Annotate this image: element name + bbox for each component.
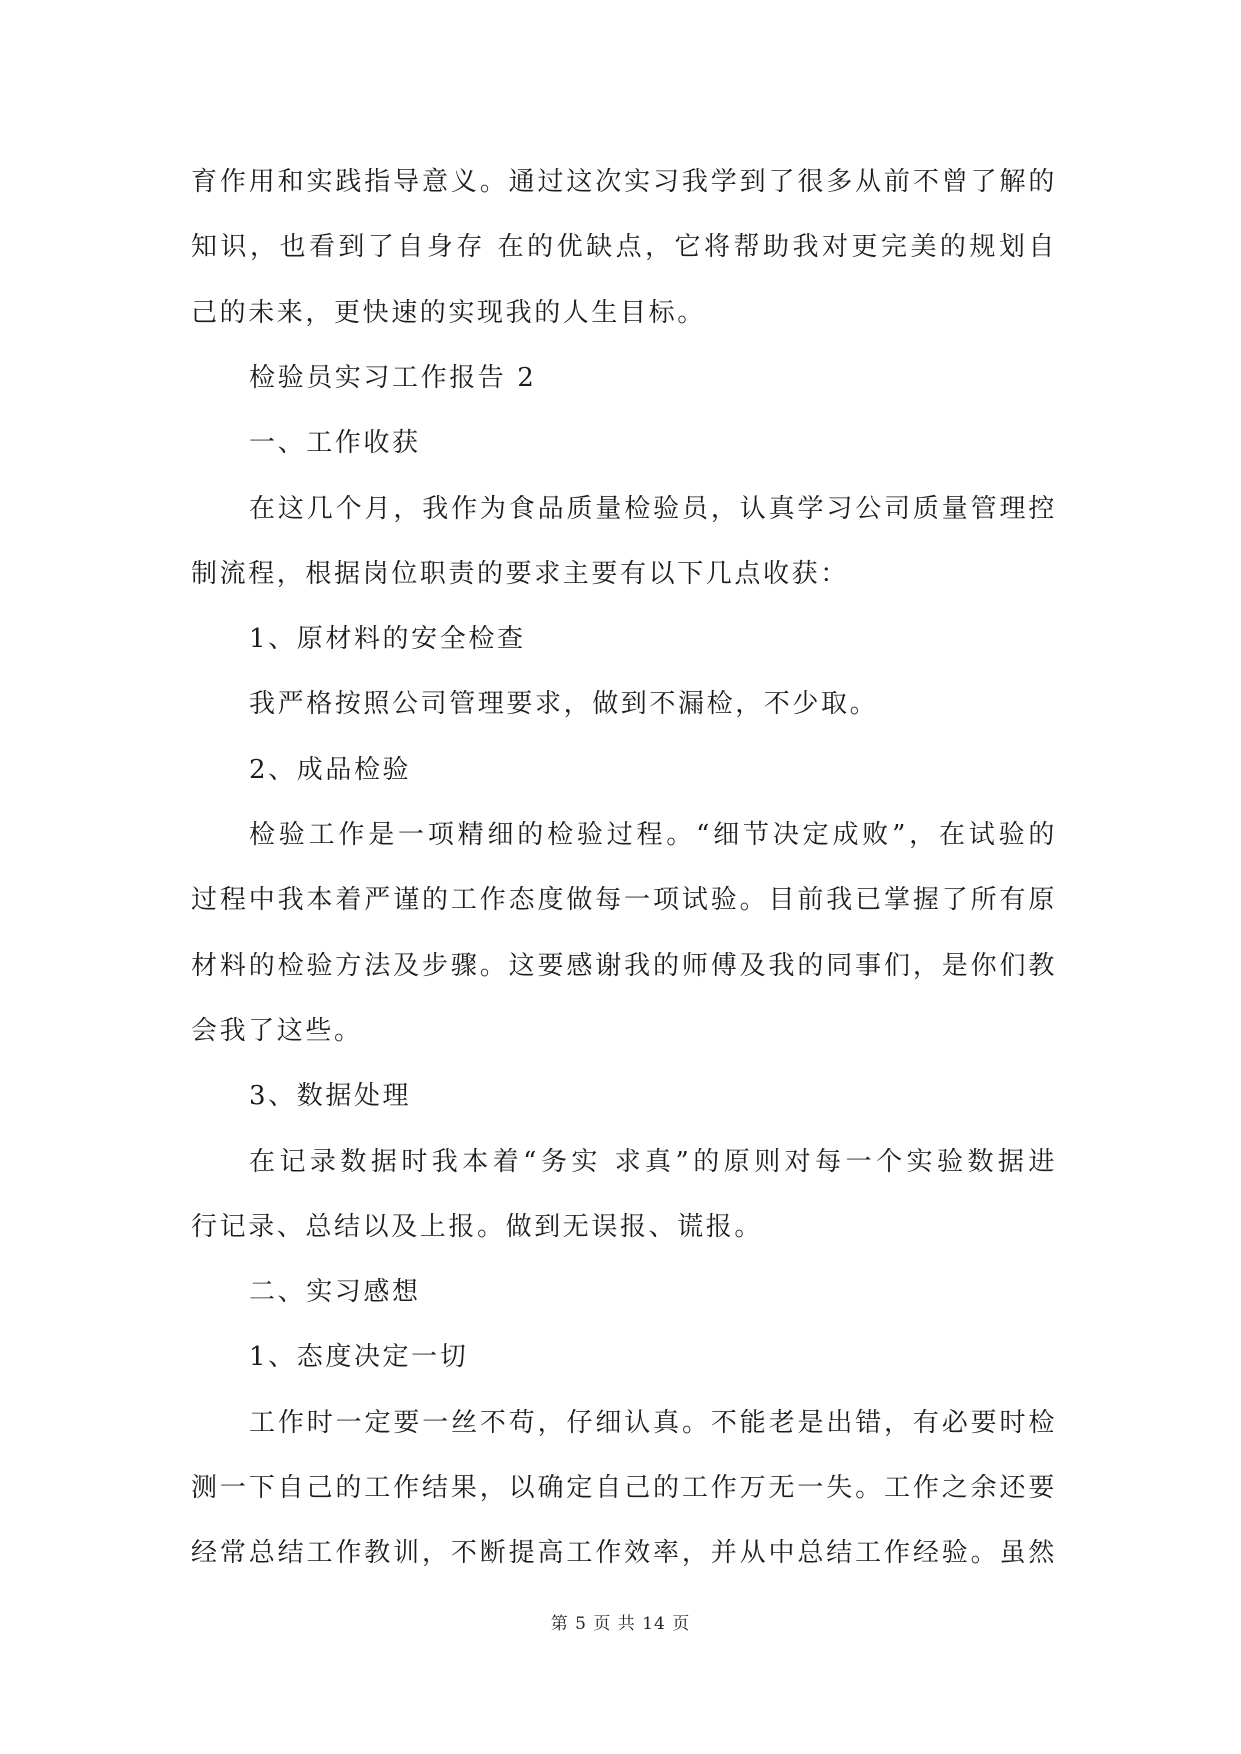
body-text-line: 工作时一定要一丝不苟，仔细认真。不能老是出错，有必要时检 [249,1407,1057,1438]
body-text-line: 检验工作是一项精细的检验过程。“细节决定成败”，在试验的 [249,820,1057,850]
body-text-line: 测一下自己的工作结果，以确定自己的工作万无一失。工作之余还要 [191,1473,1057,1503]
body-text-line: 会我了这些。 [191,1015,363,1046]
section-title: 检验员实习工作报告 2 [249,362,537,393]
body-text-line: 我严格按照公司管理要求，做到不漏检，不少取。 [249,689,879,720]
body-text-line: 制流程，根据岗位职责的要求主要有以下几点收获： [191,558,849,589]
body-text-line: 经常总结工作教训，不断提高工作效率，并从中总结工作经验。虽然 [191,1538,1057,1569]
body-text-line: 在这几个月，我作为食品质量检验员，认真学习公司质量管理控 [249,493,1057,524]
section-heading: 一、工作收获 [249,428,421,459]
body-text-line: 在记录数据时我本着“务实 求真”的原则对每一个实验数据进 [249,1146,1057,1177]
body-text-line: 材料的检验方法及步骤。这要感谢我的师傅及我的同事们，是你们教 [191,950,1057,981]
body-text-line: 育作用和实践指导意义。通过这次实习我学到了很多从前不曾了解的 [191,167,1057,197]
subsection-heading: 1、态度决定一切 [249,1342,469,1373]
body-text-line: 行记录、总结以及上报。做到无误报、谎报。 [191,1211,764,1242]
page-footer: 第 5 页 共 14 页 [550,1614,691,1634]
subsection-heading: 2、成品检验 [249,754,412,785]
body-text-line: 知识，也看到了自身存 在的优缺点，它将帮助我对更完美的规划自 [191,232,1057,263]
subsection-heading: 3、数据处理 [249,1081,412,1112]
section-heading: 二、实习感想 [249,1277,421,1308]
subsection-heading: 1、原材料的安全检查 [249,624,526,655]
body-text-line: 己的未来，更快速的实现我的人生目标。 [191,297,706,328]
body-text-line: 过程中我本着严谨的工作态度做每一项试验。目前我已掌握了所有原 [191,885,1057,916]
